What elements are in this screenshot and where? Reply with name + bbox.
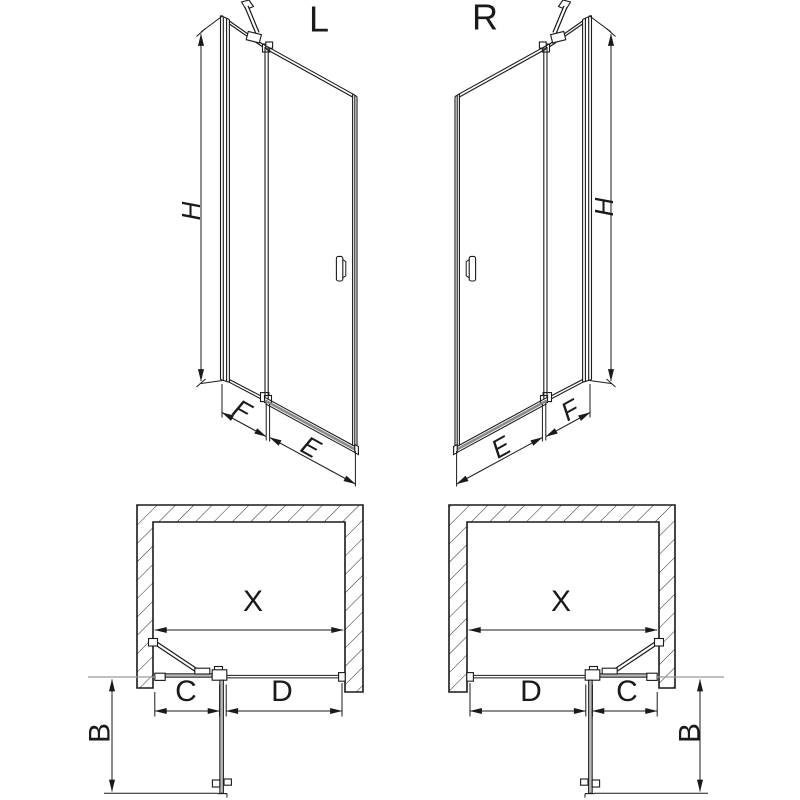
dim-label-fixed-section-right: C xyxy=(616,675,638,708)
dim-label-fixed-width-left: F xyxy=(227,393,257,427)
dim-label-door-section-left: D xyxy=(271,675,293,708)
variant-title-left: L xyxy=(308,0,330,40)
dim-label-swing-right: B xyxy=(673,722,707,744)
dim-label-opening-right: X xyxy=(550,585,572,618)
perspective-view-right xyxy=(454,0,616,487)
dim-label-swing-left: B xyxy=(83,722,117,744)
dim-label-fixed-section-left: C xyxy=(175,675,197,708)
dim-label-height-right: H xyxy=(589,197,619,217)
variant-title-right: R xyxy=(472,0,498,38)
plan-view-right xyxy=(467,630,724,798)
dim-label-door-section-right: D xyxy=(520,675,542,708)
dim-label-fixed-width-right: F xyxy=(555,393,585,427)
dim-label-height-left: H xyxy=(176,201,206,221)
dim-label-opening-left: X xyxy=(242,585,264,618)
perspective-view-left xyxy=(197,0,359,487)
dim-label-door-width-right: E xyxy=(486,429,516,465)
dim-label-door-width-left: E xyxy=(296,429,326,465)
plan-view-left xyxy=(88,630,345,798)
